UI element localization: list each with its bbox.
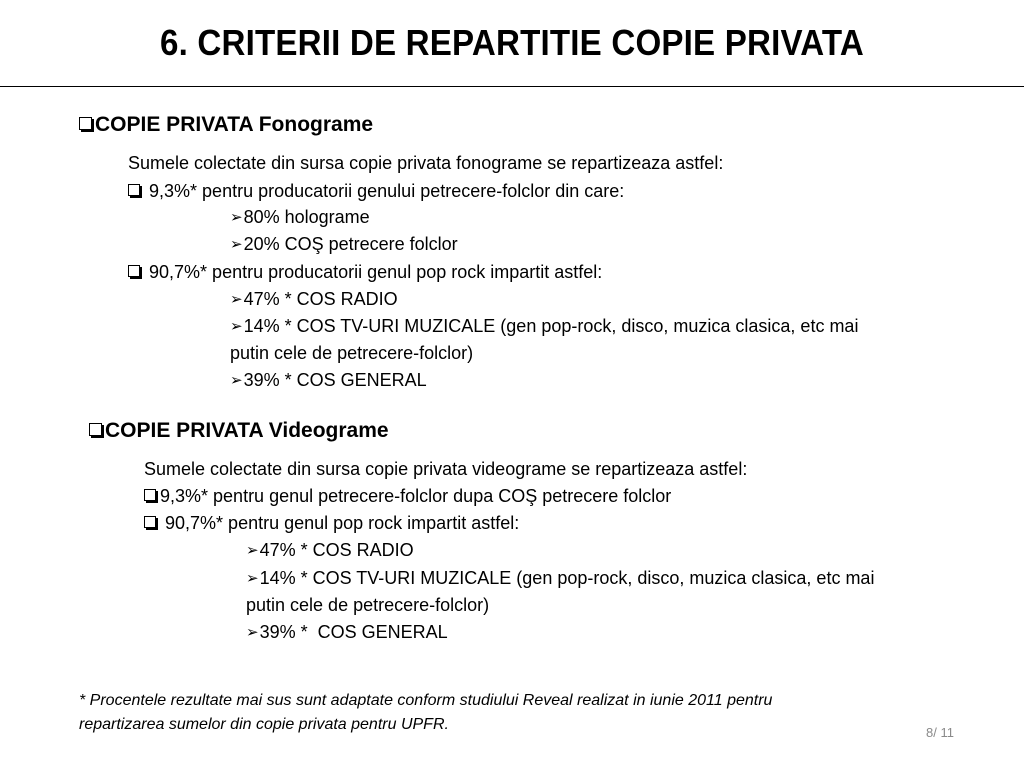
fonograme-item-1-sub-1 (230, 206, 370, 229)
videograme-item-1 (144, 485, 671, 507)
fonograme-item-2-sub-2-line-1: 14% * COS TV-URI MUZICALE (gen pop-rock, disco, muzica clasica, etc mai (243, 316, 859, 336)
videograme-item-2-sub-1 (246, 539, 414, 562)
checkbox-bullet-icon (128, 184, 140, 196)
fonograme-item-2-sub-2-cont: putin cele de petrecere-folclor) (230, 343, 474, 363)
videograme-item-2-sub-3 (246, 621, 448, 644)
fonograme-item-1-sub-2-text: 20% COŞ petrecere folclor (243, 234, 458, 254)
arrow-bullet-icon: ➢ (246, 570, 259, 587)
fonograme-heading (79, 114, 373, 136)
arrow-bullet-icon: ➢ (230, 372, 243, 389)
videograme-item-2-text: 90,7%* pentru genul pop rock impartit astfel: (165, 513, 520, 533)
fonograme-heading-text: COPIE PRIVATA Fonograme (95, 113, 374, 136)
title-divider (0, 86, 1024, 87)
videograme-item-2-sub-3-text: 39% * COS GENERAL (259, 622, 448, 642)
videograme-item-2-sub-2 (246, 567, 874, 590)
fonograme-item-1-sub-2 (230, 233, 458, 256)
checkbox-bullet-icon (128, 265, 140, 277)
arrow-bullet-icon: ➢ (230, 236, 243, 253)
fonograme-intro: Sumele colectate din sursa copie privata fonograme se repartizeaza astfel: (128, 153, 724, 173)
fonograme-item-2-sub-3 (230, 369, 427, 392)
checkbox-bullet-icon (89, 423, 102, 436)
fonograme-item-2-sub-3-text: 39% * COS GENERAL (243, 370, 427, 390)
fonograme-item-2 (128, 261, 602, 283)
checkbox-bullet-icon (144, 489, 156, 501)
footnote (79, 689, 772, 737)
footnote-line-1: * Procentele rezultate mai sus sunt adaptate conform studiului Reveal realizat in iunie 2011 pentru (79, 692, 773, 709)
fonograme-item-2-sub-1-text: 47% * COS RADIO (243, 289, 398, 309)
videograme-item-2-sub-2-line-1: 14% * COS TV-URI MUZICALE (gen pop-rock, disco, muzica clasica, etc mai (259, 568, 875, 588)
arrow-bullet-icon: ➢ (246, 542, 259, 559)
checkbox-bullet-icon (79, 117, 92, 130)
fonograme-item-2-sub-1 (230, 288, 398, 311)
slide-title: 6. CRITERII DE REPARTITIE COPIE PRIVATA (159, 22, 865, 63)
page-number: 8/ 11 (926, 725, 954, 740)
fonograme-item-2-sub-2 (230, 315, 858, 338)
checkbox-bullet-icon (144, 516, 156, 528)
videograme-heading (89, 420, 389, 442)
videograme-intro: Sumele colectate din sursa copie privata videograme se repartizeaza astfel: (144, 459, 748, 479)
fonograme-item-1-text: 9,3%* pentru producatorii genului petrecere-folclor din care: (149, 181, 625, 201)
fonograme-item-1-sub-1-text: 80% holograme (243, 207, 370, 227)
videograme-heading-text: COPIE PRIVATA Videograme (105, 419, 389, 442)
videograme-item-2-sub-1-text: 47% * COS RADIO (259, 540, 414, 560)
footnote-line-2: repartizarea sumelor din copie privata pentru UPFR. (79, 716, 449, 733)
arrow-bullet-icon: ➢ (230, 318, 243, 335)
arrow-bullet-icon: ➢ (246, 624, 259, 641)
videograme-item-1-text: 9,3%* pentru genul petrecere-folclor dupa COŞ petrecere folclor (160, 486, 672, 506)
videograme-item-2-sub-2-cont: putin cele de petrecere-folclor) (246, 595, 490, 615)
arrow-bullet-icon: ➢ (230, 291, 243, 308)
fonograme-item-1 (128, 180, 624, 202)
fonograme-item-2-text: 90,7%* pentru producatorii genul pop rock impartit astfel: (149, 262, 603, 282)
arrow-bullet-icon: ➢ (230, 209, 243, 226)
videograme-item-2 (144, 512, 519, 534)
